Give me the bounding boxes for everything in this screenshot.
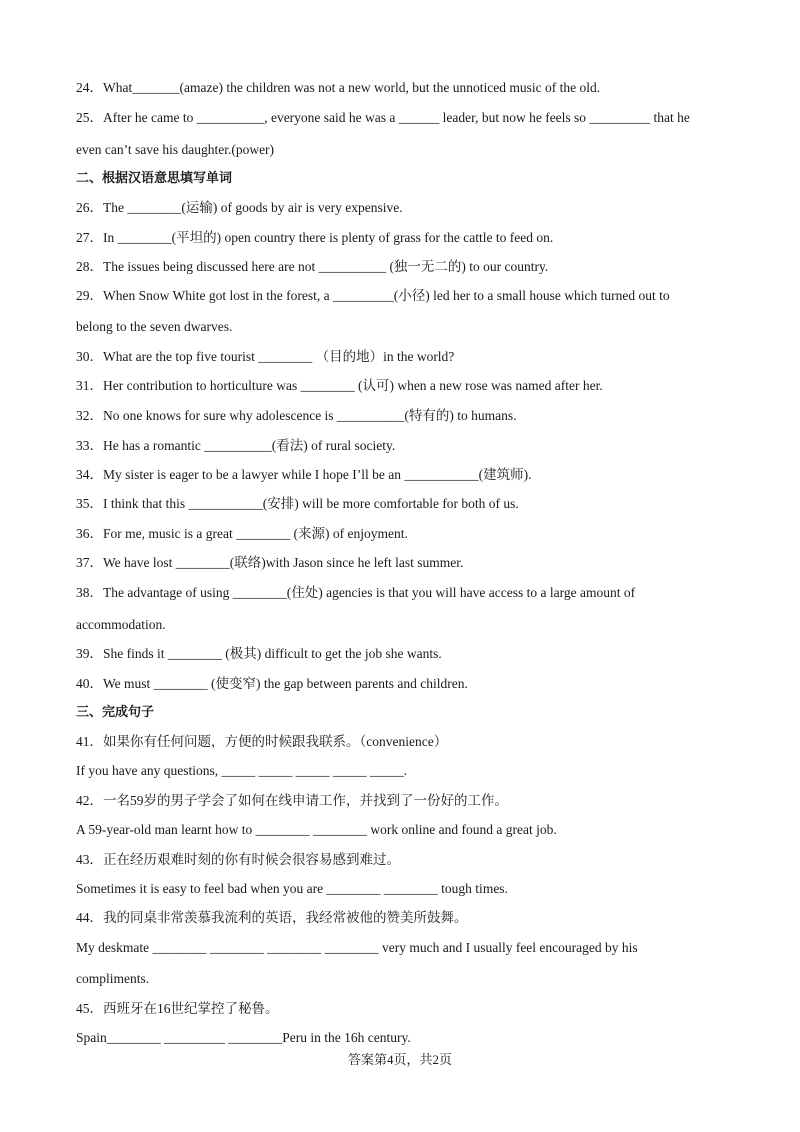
section-2-heading: 二、根据汉语意思填写单词 xyxy=(76,171,233,186)
question-38-continued: accommodation. xyxy=(76,617,166,632)
question-30: 30．What are the top five tourist ________ （目的地）in the world? xyxy=(76,349,455,364)
question-25: 25．After he came to __________, everyone said he was a ______ leader, but now he feels so _________ that he xyxy=(76,110,690,125)
question-42-prompt: 42．一名59岁的男子学会了如何在线申请工作，并找到了一份好的工作。 xyxy=(76,793,508,808)
question-42-sentence: A 59-year-old man learnt how to ________ ________ work online and found a great job. xyxy=(76,822,557,837)
question-44-continued: compliments. xyxy=(76,971,150,986)
question-41-sentence: If you have any questions, _____ _____ _____ _____ _____. xyxy=(76,763,408,778)
question-43-prompt: 43．正在经历艰难时刻的你有时候会很容易感到难过。 xyxy=(76,852,400,867)
question-39: 39．She finds it ________ (极其) difficult to get the job she wants. xyxy=(76,646,442,661)
question-44-prompt: 44．我的同桌非常羡慕我流利的英语，我经常被他的赞美所鼓舞。 xyxy=(76,910,468,925)
question-38: 38．The advantage of using ________(住处) agencies is that you will have access to a large amount of xyxy=(76,585,636,600)
question-36: 36．For me, music is a great ________ (来源) of enjoyment. xyxy=(76,526,408,541)
question-34: 34．My sister is eager to be a lawyer while I hope I’ll be an ___________(建筑师). xyxy=(76,467,532,482)
question-28: 28．The issues being discussed here are not __________ (独一无二的) to our country. xyxy=(76,259,549,274)
question-45-prompt: 45．西班牙在16世纪掌控了秘鲁。 xyxy=(76,1001,279,1016)
page-footer: 答案第4页，共2页 xyxy=(347,1052,452,1067)
question-40: 40．We must ________ (使变窄) the gap between parents and children. xyxy=(76,676,468,691)
section-3-heading: 三、完成句子 xyxy=(76,705,155,720)
question-35: 35．I think that this ___________(安排) will be more comfortable for both of us. xyxy=(76,496,519,511)
question-31: 31．Her contribution to horticulture was ________ (认可) when a new rose was named after her. xyxy=(76,378,603,393)
question-27: 27．In ________(平坦的) open country there is plenty of grass for the cattle to feed on. xyxy=(76,230,554,245)
question-29: 29．When Snow White got lost in the forest, a _________(小径) led her to a small house which turned out to xyxy=(76,288,670,303)
question-24: 24．What_______(amaze) the children was not a new world, but the unnoticed music of the old. xyxy=(76,80,601,95)
question-44-sentence: My deskmate ________ ________ ________ ________ very much and I usually feel encouraged by his xyxy=(76,940,638,955)
question-29-continued: belong to the seven dwarves. xyxy=(76,319,233,334)
question-33: 33．He has a romantic __________(看法) of rural society. xyxy=(76,438,396,453)
question-37: 37．We have lost ________(联络)with Jason since he left last summer. xyxy=(76,555,464,570)
question-32: 32．No one knows for sure why adolescence is __________(特有的) to humans. xyxy=(76,408,517,423)
question-43-sentence: Sometimes it is easy to feel bad when you are ________ ________ tough times. xyxy=(76,881,508,896)
question-45-sentence: Spain________ _________ ________Peru in the 16h century. xyxy=(76,1030,411,1045)
question-41-prompt: 41．如果你有任何问题，方便的时候跟我联系。（convenience） xyxy=(76,734,448,749)
question-25-continued: even can’t save his daughter.(power) xyxy=(76,142,275,157)
question-26: 26．The ________(运输) of goods by air is very expensive. xyxy=(76,200,403,215)
